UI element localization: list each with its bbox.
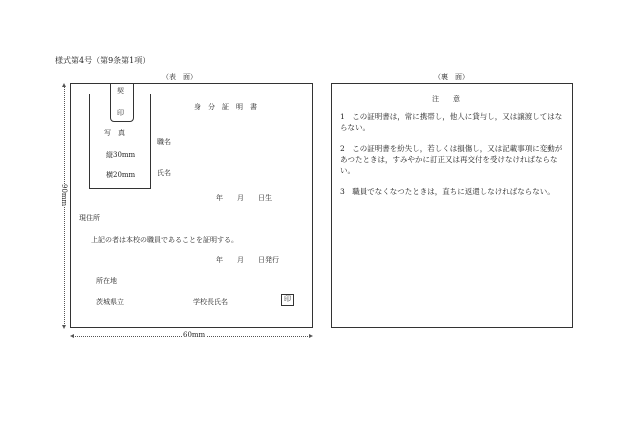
form-label: 様式第4号（第9条第1項） [55,56,151,65]
height-dimension-label: 90mm [60,184,68,207]
width-arrow-left [70,334,74,338]
height-arrow-top [62,83,66,87]
photo-label: 写 真 [104,129,125,137]
issue-date: 年 月 日発行 [216,256,279,264]
stamp-box: 印 [281,294,294,306]
prefecture-label: 茨城県立 [96,298,124,306]
card-title: 身 分 証 明 書 [194,103,257,111]
back-heading: （裏 面） [434,73,469,81]
address-label: 現住所 [79,214,100,222]
seal-top-text: 契 [117,87,124,95]
note-3: 3 職員でなくなつたときは，直ちに返還しなければならない。 [340,187,555,196]
width-arrow-right [309,334,313,338]
seal-bottom-text: 印 [117,109,124,117]
photo-width: 横20mm [106,171,136,179]
principal-label: 学校長氏名 [193,298,228,306]
back-title: 注 意 [432,95,460,103]
note-2: 2 この証明書を紛失し，若しくは損傷し，又は記載事項に変動があつたときは，すみやかに訂正又は再交付を受けなければならない。 [340,144,563,175]
position-label: 職名 [157,138,171,146]
front-heading: （表 面） [162,73,197,81]
name-label: 氏名 [157,169,171,177]
location-label: 所在地 [96,277,117,285]
birth-date: 年 月 日生 [216,194,272,202]
photo-height: 縦30mm [106,151,136,159]
certification-text: 上記の者は本校の職員であることを証明する。 [91,236,238,244]
width-dimension-label: 60mm [183,331,206,339]
note-1: 1 この証明書は，常に携帯し，他人に貸与し，又は譲渡してはならない。 [340,112,563,132]
height-arrow-bottom [62,325,66,329]
